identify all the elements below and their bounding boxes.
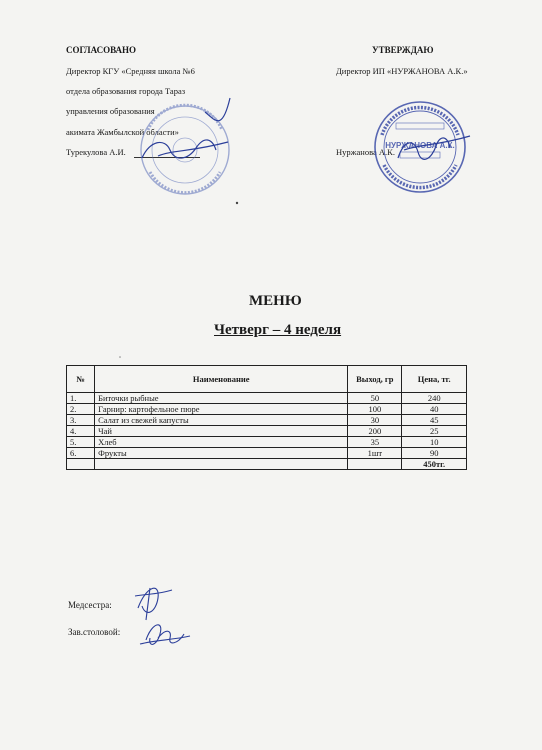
nurse-signature <box>135 588 172 620</box>
cell-name: Фрукты <box>95 448 348 459</box>
canteen-signature <box>140 625 190 645</box>
table-row <box>67 448 467 459</box>
approval-right-title: УТВЕРЖДАЮ <box>372 45 434 55</box>
cell-empty <box>95 459 348 470</box>
cell-price: 240 <box>402 393 467 404</box>
approval-left-title: СОГЛАСОВАНО <box>66 45 137 55</box>
menu-table <box>66 365 467 470</box>
paper-speck <box>119 356 121 358</box>
approval-left-line: управления образования <box>66 106 155 116</box>
cell-output: 1шт <box>348 448 402 459</box>
approval-right-line: Директор ИП «НУРЖАНОВА А.К.» <box>336 66 468 76</box>
cell-output: 200 <box>348 426 402 437</box>
cell-output: 100 <box>348 404 402 415</box>
cell-empty <box>67 459 95 470</box>
paper-speck <box>236 202 238 204</box>
table-row <box>67 415 467 426</box>
right-company-stamp <box>375 102 465 192</box>
canteen-manager-label: Зав.столовой: <box>68 627 121 637</box>
menu-subheading: Четверг – 4 неделя <box>214 322 342 338</box>
nurse-label: Медсестра: <box>68 600 112 610</box>
table-row <box>67 404 467 415</box>
table-row <box>67 393 467 404</box>
cell-price: 10 <box>402 437 467 448</box>
svg-text:НУРЖАНОВА А.К.: НУРЖАНОВА А.К. <box>385 141 455 150</box>
cell-price: 90 <box>402 448 467 459</box>
approval-left-line: акимата Жамбылской области» <box>66 127 179 137</box>
cell-name: Салат из свежей капусты <box>95 415 348 426</box>
cell-num: 1. <box>67 393 95 404</box>
cell-name: Биточки рыбные <box>95 393 348 404</box>
approval-left-signer: Турекулова А.И. <box>66 147 126 157</box>
cell-num: 6. <box>67 448 95 459</box>
table-row <box>67 426 467 437</box>
col-header-output: Выход, гр <box>348 366 402 393</box>
approval-left-line: отдела образования города Тараз <box>66 86 186 96</box>
cell-price: 45 <box>402 415 467 426</box>
cell-name: Чай <box>95 426 348 437</box>
cell-price: 25 <box>402 426 467 437</box>
cell-num: 3. <box>67 415 95 426</box>
cell-name: Хлеб <box>95 437 348 448</box>
cell-total: 450тг. <box>402 459 467 470</box>
menu-heading: МЕНЮ <box>249 293 302 309</box>
table-header-row <box>67 366 467 393</box>
left-signature <box>142 98 230 158</box>
cell-num: 2. <box>67 404 95 415</box>
approval-right-signer: Нуржанова А.К. <box>336 147 395 157</box>
col-header-price: Цена, тг. <box>402 366 467 393</box>
table-row <box>67 437 467 448</box>
cell-price: 40 <box>402 404 467 415</box>
table-total-row <box>67 459 467 470</box>
cell-num: 4. <box>67 426 95 437</box>
cell-num: 5. <box>67 437 95 448</box>
cell-output: 35 <box>348 437 402 448</box>
cell-output: 30 <box>348 415 402 426</box>
approval-left-line: Директор КГУ «Средняя школа №6 <box>66 66 195 76</box>
cell-output: 50 <box>348 393 402 404</box>
cell-name: Гарнир: картофельное пюре <box>95 404 348 415</box>
cell-empty <box>348 459 402 470</box>
col-header-name: Наименование <box>95 366 348 393</box>
col-header-num: № <box>67 366 95 393</box>
